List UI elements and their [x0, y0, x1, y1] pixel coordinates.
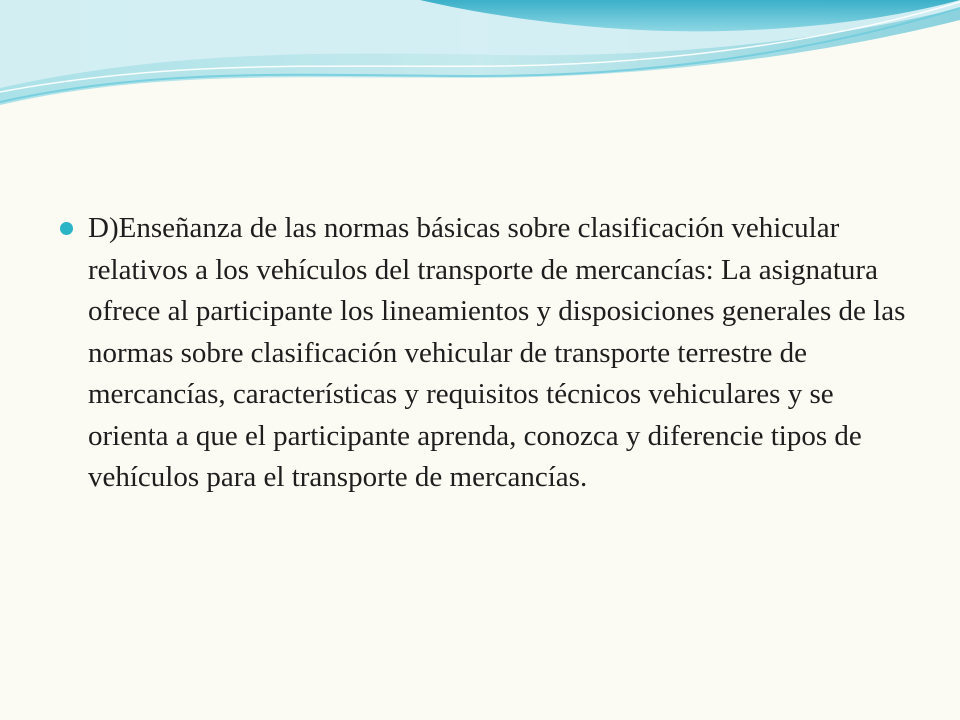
content-area [60, 208, 910, 499]
bullet-dot-icon [60, 222, 73, 235]
bullet-item [60, 208, 910, 499]
bullet-text: D)Enseñanza de las normas básicas sobre clasificación vehicular relativos a los vehículos del transporte de mercancías: La asignatura ofrece al participante los lineamientos y disposiciones generales de las normas sobre clasificación vehicular de transporte terrestre de mercancías, características y requisitos técnicos vehiculares y se orienta a que el participante aprenda, conozca y diferencie tipos de vehículos para el transporte de mercancías. [88, 212, 906, 493]
decorative-wave-banner [0, 0, 960, 120]
